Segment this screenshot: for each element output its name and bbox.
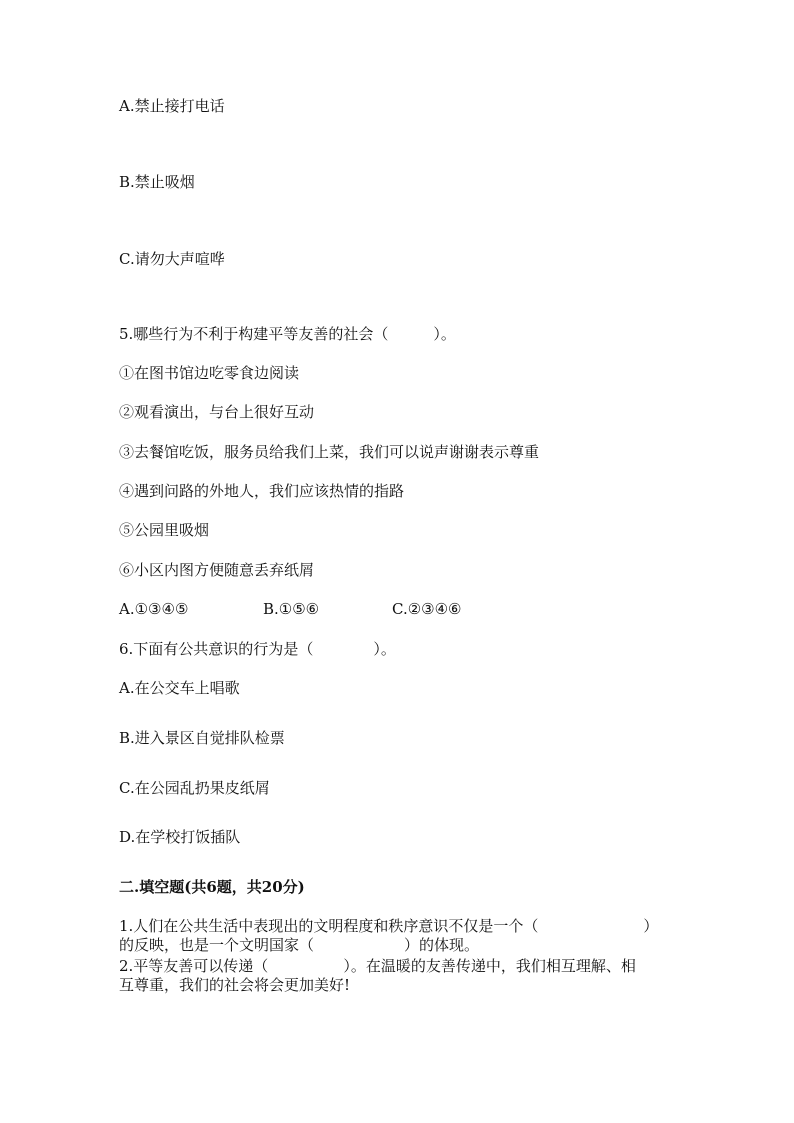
q6-option-b: B.进入景区自觉排队检票: [119, 729, 285, 747]
q5-item-6: ⑥小区内图方便随意丢弃纸屑: [119, 561, 315, 579]
q6-stem: 6.下面有公共意识的行为是（ ）。: [119, 640, 396, 658]
fill-question-2-line-2: 互尊重，我们的社会将会更加美好!: [119, 976, 351, 994]
q6-option-a: A.在公交车上唱歌: [119, 679, 240, 697]
q4-option-c: C.请勿大声喧哗: [119, 250, 225, 268]
q5-stem: 5.哪些行为不利于构建平等友善的社会（ ）。: [119, 325, 456, 343]
section-heading: 二.填空题(共6题，共20分): [119, 878, 305, 896]
q5-option-a: A.①③④⑤: [119, 600, 189, 618]
q5-item-3: ③去餐馆吃饭，服务员给我们上菜，我们可以说声谢谢表示尊重: [119, 443, 540, 461]
fill-question-2-line-1: 2.平等友善可以传递（ ）。在温暖的友善传递中，我们相互理解、相: [119, 957, 636, 975]
q5-item-5: ⑤公园里吸烟: [119, 521, 210, 539]
fill-question-1: [119, 917, 679, 955]
q5-option-c: C.②③④⑥: [392, 600, 462, 618]
fill-question-1-line-1: 1.人们在公共生活中表现出的文明程度和秩序意识不仅是一个（ ）: [119, 917, 659, 935]
q5-option-b: B.①⑤⑥: [263, 600, 320, 618]
fill-question-1-line-2: 的反映，也是一个文明国家（ ）的体现。: [119, 936, 480, 954]
q5-item-2: ②观看演出，与台上很好互动: [119, 403, 315, 421]
fill-question-2: [119, 957, 679, 995]
q5-item-4: ④遇到问路的外地人，我们应该热情的指路: [119, 482, 405, 500]
q4-option-a: A.禁止接打电话: [119, 97, 225, 115]
q6-option-c: C.在公园乱扔果皮纸屑: [119, 779, 270, 797]
q4-option-b: B.禁止吸烟: [119, 173, 195, 191]
q5-item-1: ①在图书馆边吃零食边阅读: [119, 364, 300, 382]
q6-option-d: D.在学校打饭插队: [119, 828, 241, 846]
